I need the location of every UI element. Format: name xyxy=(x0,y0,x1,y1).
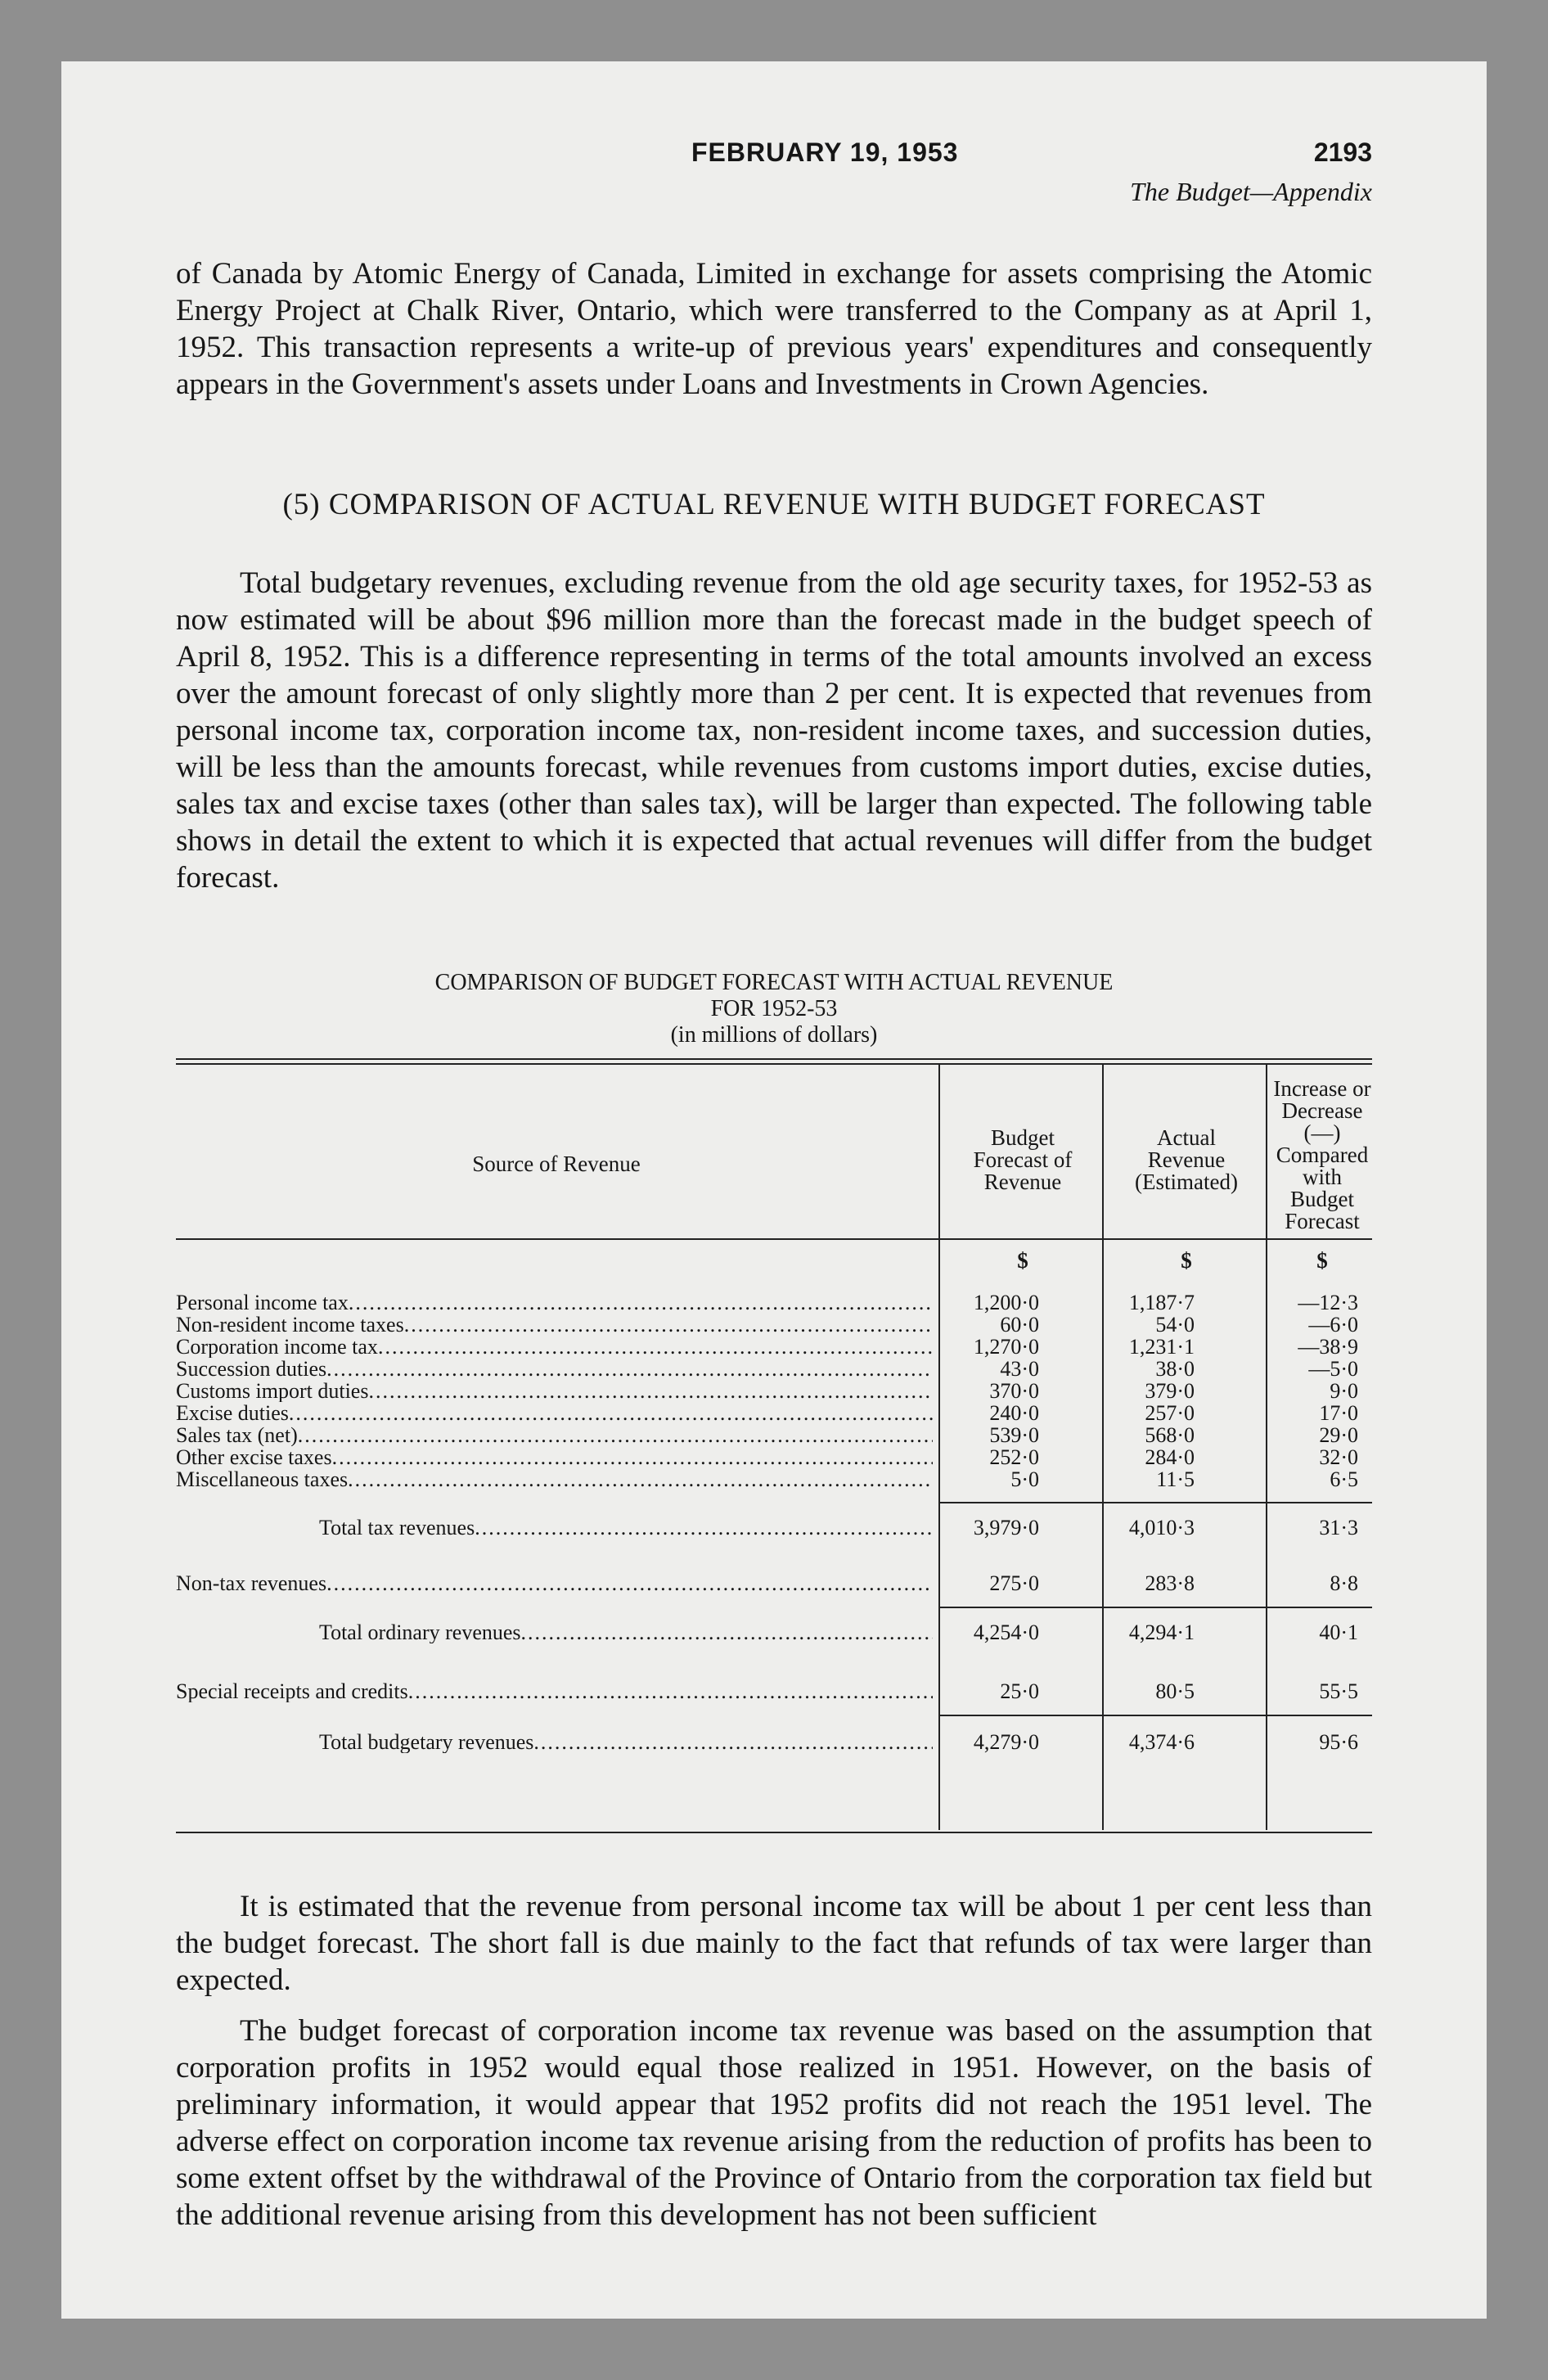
row-label: Succession duties ..... xyxy=(176,1358,933,1380)
non-tax-row xyxy=(176,1572,1372,1594)
page-number: 2193 xyxy=(1313,137,1372,167)
table-row xyxy=(176,1424,1372,1446)
row-budget: 252·0 xyxy=(989,1445,1039,1469)
row-actual: 283·8 xyxy=(1145,1571,1195,1595)
table-row xyxy=(176,1402,1372,1424)
row-diff: —5·0 xyxy=(1308,1357,1358,1381)
row-diff: 40·1 xyxy=(1319,1620,1358,1644)
row-budget: 370·0 xyxy=(989,1379,1039,1403)
col-header-source: Source of Revenue xyxy=(472,1152,641,1176)
row-diff: 55·5 xyxy=(1319,1679,1358,1703)
row-label: Miscellaneous taxes ..... xyxy=(176,1468,933,1490)
row-label: Personal income tax ..... xyxy=(176,1291,933,1314)
row-actual: 80·5 xyxy=(1155,1679,1195,1703)
row-label: Special receipts and credits ..... xyxy=(176,1680,933,1702)
row-actual: 568·0 xyxy=(1145,1423,1195,1447)
row-actual: 11·5 xyxy=(1156,1467,1195,1491)
row-diff: 9·0 xyxy=(1330,1379,1358,1403)
subtotal-rule-2 xyxy=(938,1607,1372,1608)
row-label: Other excise taxes ..... xyxy=(176,1446,933,1468)
row-budget: 25·0 xyxy=(1000,1679,1039,1703)
row-budget: 5·0 xyxy=(1010,1467,1039,1491)
row-diff: —6·0 xyxy=(1308,1313,1358,1336)
row-budget: 1,200·0 xyxy=(973,1291,1039,1314)
table-row xyxy=(176,1380,1372,1402)
col-header-actual: Actual Revenue (Estimated) xyxy=(1135,1125,1238,1194)
unit-increase: $ xyxy=(1316,1248,1328,1273)
row-diff: 32·0 xyxy=(1319,1445,1358,1469)
table-title-line2: FOR 1952-53 xyxy=(710,996,838,1021)
page-header xyxy=(176,137,1372,236)
total-budgetary-row xyxy=(176,1731,1372,1753)
row-diff: 17·0 xyxy=(1319,1401,1358,1425)
table-top-rule-2 xyxy=(176,1063,1372,1065)
table-title-line1: COMPARISON OF BUDGET FORECAST WITH ACTUAL REVENUE xyxy=(434,970,1114,995)
row-budget: 3,979·0 xyxy=(973,1516,1039,1539)
row-actual: 4,374·6 xyxy=(1128,1730,1195,1754)
unit-actual: $ xyxy=(1181,1248,1192,1273)
subtotal-rule-1 xyxy=(938,1502,1372,1503)
header-date: FEBRUARY 19, 1953 xyxy=(691,137,959,167)
col-header-budget: Budget Forecast of Revenue xyxy=(973,1125,1073,1194)
table-row xyxy=(176,1291,1372,1314)
table-bottom-rule xyxy=(176,1832,1372,1833)
row-label: Customs import duties ..... xyxy=(176,1380,933,1402)
row-actual: 54·0 xyxy=(1155,1313,1195,1336)
row-diff: —38·9 xyxy=(1298,1335,1358,1359)
row-budget: 240·0 xyxy=(989,1401,1039,1425)
row-actual: 38·0 xyxy=(1155,1357,1195,1381)
revenue-comparison-table xyxy=(176,1058,1372,1877)
table-row xyxy=(176,1446,1372,1468)
row-actual: 1,231·1 xyxy=(1128,1335,1195,1359)
row-actual: 4,294·1 xyxy=(1128,1620,1195,1644)
table-row xyxy=(176,1336,1372,1358)
row-actual: 379·0 xyxy=(1145,1379,1195,1403)
section-paragraph: Total budgetary revenues, excluding revenue from the old age security taxes, for 1952-53 as now estimated will be about $96 million more than the forecast made in the budget speech of April 8, 1952. This is a difference representing in terms of the total amounts involved an excess over the amount forecast of only slightly more than 2 per cent. It is expected that revenues from personal income tax, corporation income tax, non-resident income taxes, and succession duties, will be less than the amounts forecast, while revenues from customs import duties, excise duties, sales tax and excise taxes (other than sales tax), will be larger than expected. The following table shows in detail the extent to which it is expected that actual revenues will differ from the budget forecast. xyxy=(176,566,1372,895)
row-diff: 29·0 xyxy=(1319,1423,1358,1447)
row-diff: —12·3 xyxy=(1298,1291,1358,1314)
col-header-increase: Increase or Decrease (—) Compared with Budget Forecast xyxy=(1273,1076,1371,1233)
row-budget: 539·0 xyxy=(989,1423,1039,1447)
row-label: Excise duties ..... xyxy=(176,1402,933,1424)
row-label: Non-resident income taxes ..... xyxy=(176,1314,933,1336)
row-label: Total ordinary revenues ..... xyxy=(319,1621,933,1643)
header-subtitle: The Budget—Appendix xyxy=(1130,177,1372,206)
personal-tax-paragraph: It is estimated that the revenue from personal income tax will be about 1 per cent less than the budget forecast. The short fall is due mainly to the fact that refunds of tax were larger than expected. xyxy=(176,1890,1372,1997)
table-row xyxy=(176,1468,1372,1490)
row-label: Total budgetary revenues ..... xyxy=(319,1731,933,1753)
row-diff: 95·6 xyxy=(1319,1730,1358,1754)
row-label: Sales tax (net) ..... xyxy=(176,1424,933,1446)
subtotal-rule-3 xyxy=(938,1715,1372,1716)
row-budget: 1,270·0 xyxy=(973,1335,1039,1359)
intro-paragraph: of Canada by Atomic Energy of Canada, Limited in exchange for assets comprising the Atomic Energy Project at Chalk River, Ontario, which were transferred to the Company as at April 1, 1952. This transaction represents a write-up of previous years' expenditures and consequently appears in the Government's assets under Loans and Investments in Crown Agencies. xyxy=(176,257,1372,401)
row-budget: 60·0 xyxy=(1000,1313,1039,1336)
table-row xyxy=(176,1314,1372,1336)
table-row xyxy=(176,1358,1372,1380)
row-budget: 275·0 xyxy=(989,1571,1039,1595)
row-label: Total tax revenues ..... xyxy=(319,1517,933,1539)
row-label: Non-tax revenues ..... xyxy=(176,1572,933,1594)
row-actual: 257·0 xyxy=(1145,1401,1195,1425)
row-diff: 31·3 xyxy=(1319,1516,1358,1539)
row-budget: 43·0 xyxy=(1000,1357,1039,1381)
row-diff: 6·5 xyxy=(1330,1467,1358,1491)
row-diff: 8·8 xyxy=(1330,1571,1358,1595)
row-label: Corporation income tax ..... xyxy=(176,1336,933,1358)
document-page xyxy=(61,61,1487,2319)
row-actual: 284·0 xyxy=(1145,1445,1195,1469)
row-budget: 4,279·0 xyxy=(973,1730,1039,1754)
table-top-rule xyxy=(176,1058,1372,1060)
special-receipts-row xyxy=(176,1680,1372,1702)
row-actual: 4,010·3 xyxy=(1128,1516,1195,1539)
total-ordinary-row xyxy=(176,1621,1372,1643)
total-tax-row xyxy=(176,1517,1372,1539)
header-rule xyxy=(176,1238,1372,1240)
table-title xyxy=(176,970,1372,1048)
corporation-tax-paragraph: The budget forecast of corporation income tax revenue was based on the assumption that corporation profits in 1952 would equal those realized in 1951. However, on the basis of preliminary information, it would appear that 1952 profits did not reach the 1951 level. The adverse effect on corporation income tax revenue arising from the reduction of profits has been to some extent offset by the withdrawal of the Province of Ontario from the corporation tax field but the additional revenue arising from this development has not been sufficient xyxy=(176,2014,1372,2232)
row-budget: 4,254·0 xyxy=(973,1620,1039,1644)
unit-budget: $ xyxy=(1017,1248,1028,1273)
row-actual: 1,187·7 xyxy=(1128,1291,1195,1314)
section-heading: (5) COMPARISON OF ACTUAL REVENUE WITH BUDGET FORECAST xyxy=(282,488,1266,521)
table-title-line3: (in millions of dollars) xyxy=(670,1022,878,1048)
